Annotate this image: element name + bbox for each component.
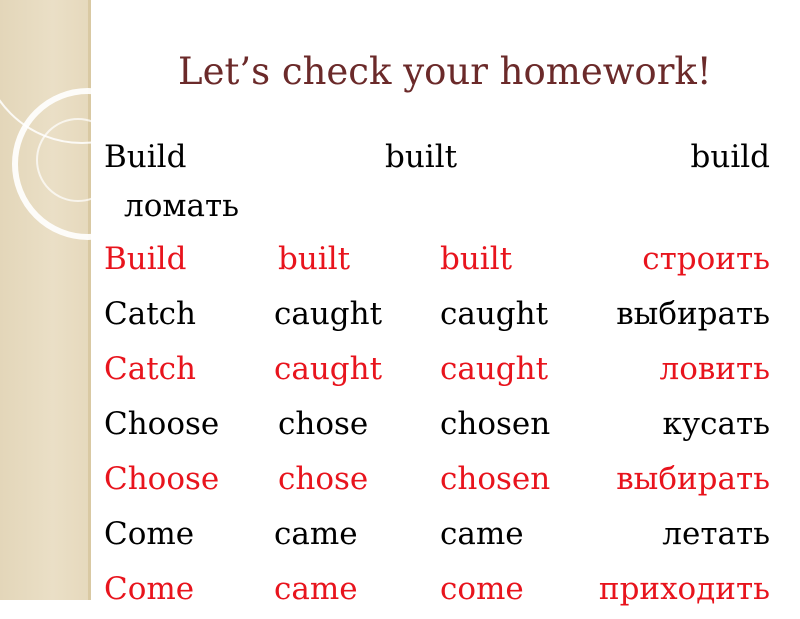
verb-base: Build — [104, 139, 187, 175]
verb-base: Catch — [104, 296, 196, 332]
verb-translation: выбирать — [616, 461, 770, 497]
verb-row-choose-wrong — [0, 406, 800, 454]
verb-base: Choose — [104, 406, 220, 442]
verb-base: Catch — [104, 351, 196, 387]
verb-participle: built — [440, 241, 513, 277]
verb-translation: летать — [662, 516, 770, 552]
verb-row-build-wrong — [0, 139, 800, 187]
verb-translation: строить — [642, 241, 770, 277]
verb-row-build-correct — [0, 241, 800, 289]
verb-row-come-wrong — [0, 516, 800, 564]
verb-past: chose — [278, 406, 369, 442]
verb-participle: chosen — [440, 406, 551, 442]
verb-base: Come — [104, 571, 195, 607]
verb-participle: caught — [440, 296, 549, 332]
verb-translation: ловить — [659, 351, 770, 387]
verb-past: chose — [278, 461, 369, 497]
verb-row-choose-correct — [0, 461, 800, 509]
verb-participle: come — [440, 571, 524, 607]
slide-title: Let’s check your homework! — [178, 50, 712, 93]
verb-translation: приходить — [598, 571, 770, 607]
verb-participle: caught — [440, 351, 549, 387]
verb-participle: build — [690, 139, 770, 175]
verb-row-catch-wrong — [0, 296, 800, 344]
verb-participle: chosen — [440, 461, 551, 497]
verb-past: caught — [274, 351, 383, 387]
verb-base: Build — [104, 241, 187, 277]
verb-base: Choose — [104, 461, 220, 497]
verb-base: Come — [104, 516, 195, 552]
verb-past: came — [274, 516, 358, 552]
verb-past: built — [385, 139, 458, 175]
verb-past: came — [274, 571, 358, 607]
verb-translation: ломать — [124, 188, 239, 224]
verb-translation: выбирать — [616, 296, 770, 332]
verb-row-catch-correct — [0, 351, 800, 399]
verb-translation: кусать — [662, 406, 770, 442]
verb-past: caught — [274, 296, 383, 332]
verb-row-come-correct — [0, 571, 800, 619]
verb-participle: came — [440, 516, 524, 552]
verb-past: built — [278, 241, 351, 277]
